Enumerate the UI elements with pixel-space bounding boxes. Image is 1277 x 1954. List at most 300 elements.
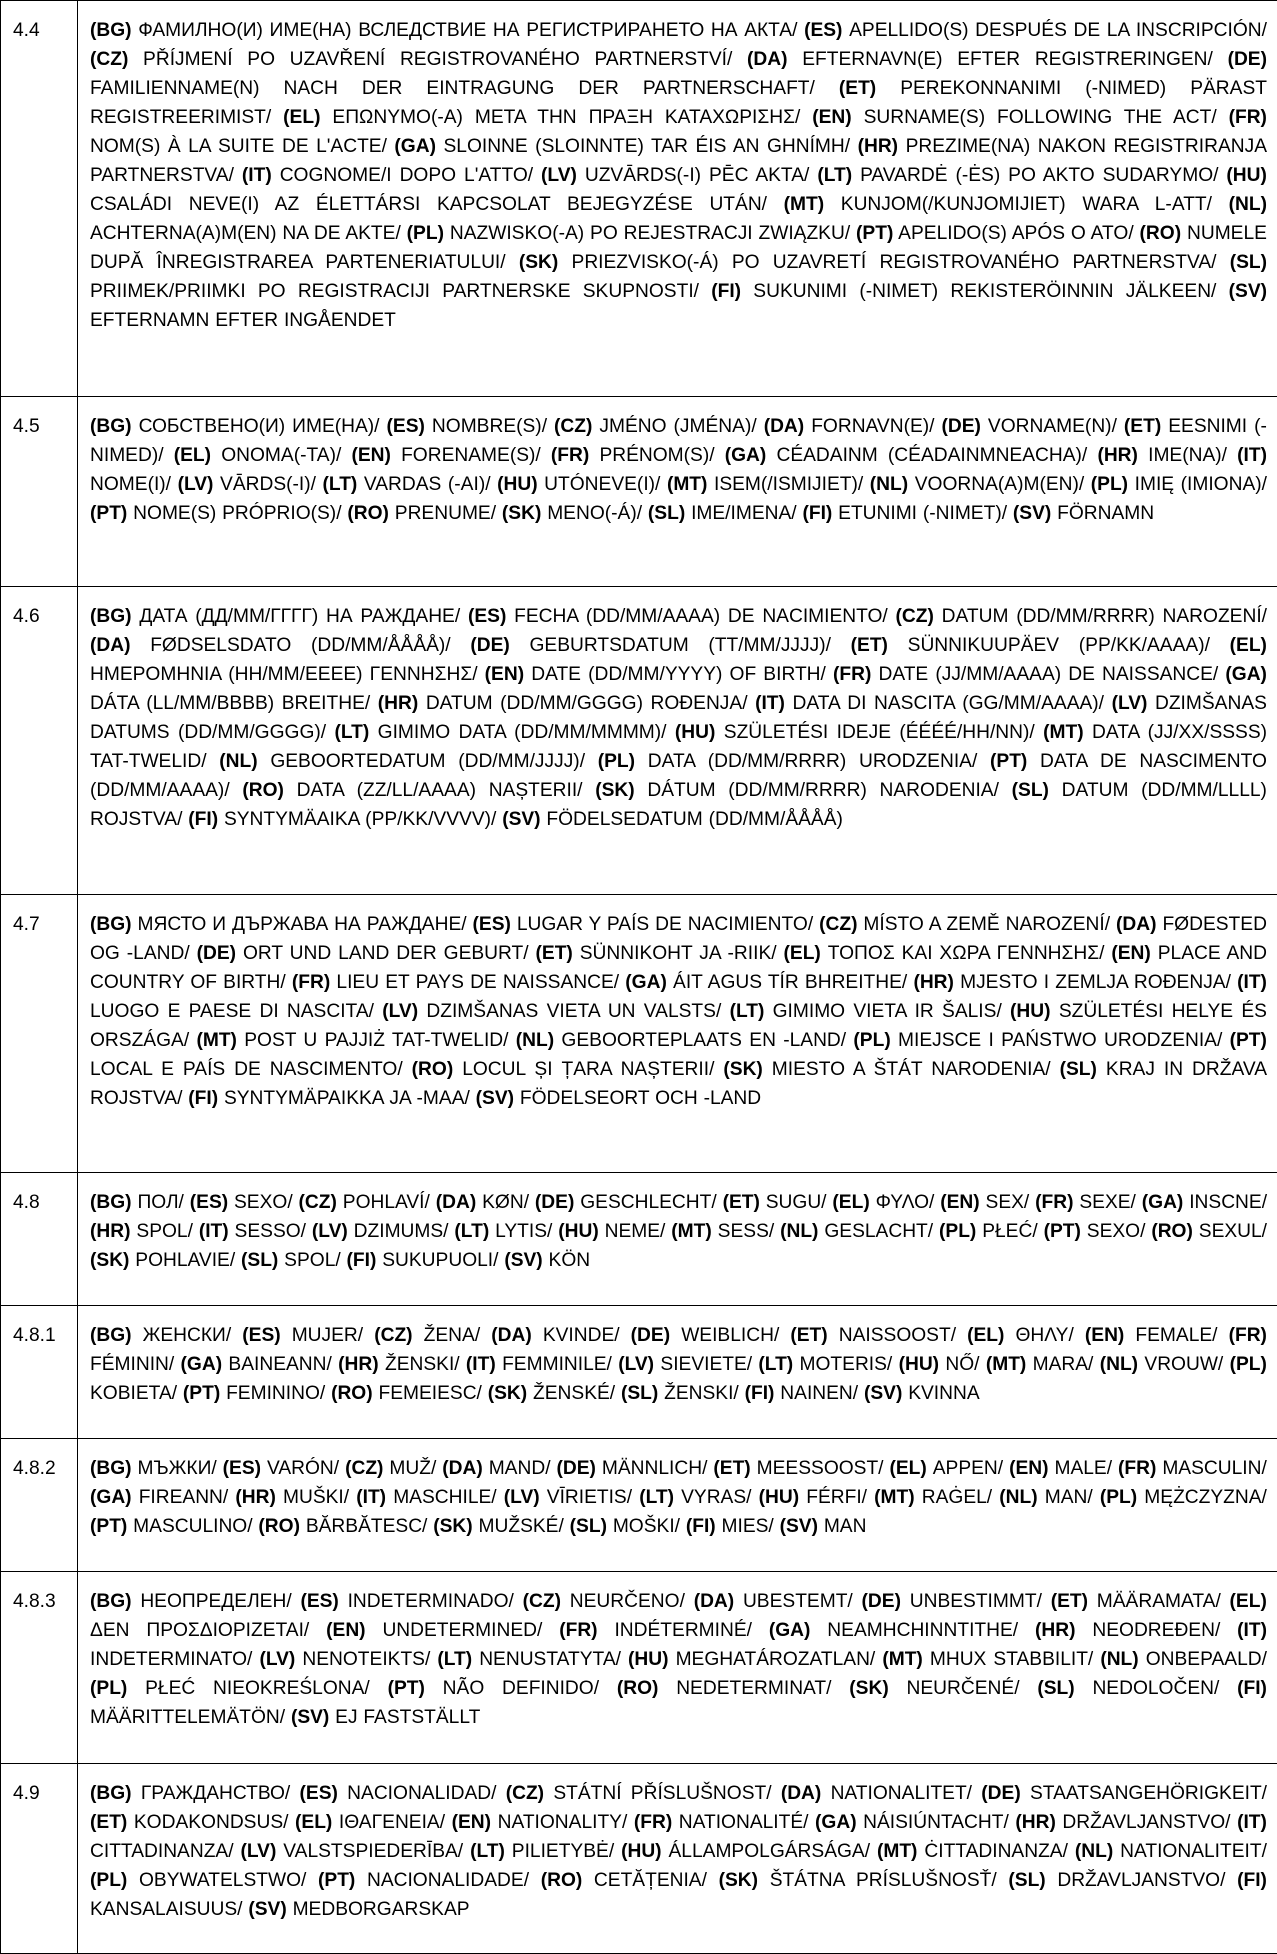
translation-text: ŽENSKI/ (664, 1383, 739, 1404)
table-row (1, 1764, 1277, 1954)
language-code: (EL) (832, 1192, 869, 1213)
language-code: (SL) (1060, 1059, 1097, 1080)
translation-segment (196, 1030, 508, 1051)
translation-text: PRIIMEK/PRIIMKI PO REGISTRACIJI PARTNERSKE SKUPNOSTI/ (90, 281, 699, 302)
language-code: (ES) (468, 606, 506, 627)
language-code: (DA) (442, 1458, 483, 1479)
translation-text: INDÉTERMINÉ/ (614, 1620, 752, 1641)
translation-segment (621, 1841, 870, 1862)
language-code: (SV) (248, 1899, 286, 1920)
language-code: (ES) (242, 1325, 280, 1346)
translation-text: COGNOME/I DOPO L'ATTO/ (280, 165, 533, 186)
translation-segment (802, 503, 1007, 524)
language-code: (SK) (723, 1059, 762, 1080)
translation-text: ĊITTADINANZA/ (924, 1841, 1068, 1862)
translation-segment (999, 1487, 1092, 1508)
language-code: (HU) (497, 474, 538, 495)
translation-text: FÖDELSEDATUM (DD/MM/ÅÅÅÅ) (546, 809, 843, 830)
language-code: (EL) (295, 1812, 332, 1833)
translation-text: ÁIT AGUS TÍR BHREITHE/ (673, 972, 907, 993)
language-code: (DE) (941, 416, 980, 437)
translation-text: PREZIME(NA) NAKON REGISTRIRANJA PARTNERSTVA/ (90, 136, 1267, 186)
language-code: (DE) (197, 943, 236, 964)
language-code: (SK) (90, 1250, 129, 1271)
language-code: (BG) (90, 1192, 132, 1213)
language-code: (ET) (723, 1192, 760, 1213)
translation-segment (877, 1841, 1068, 1862)
translation-segment (853, 1030, 1222, 1051)
language-code: (PT) (1044, 1221, 1081, 1242)
language-code: (HU) (1010, 1001, 1051, 1022)
translation-segment (90, 1870, 306, 1891)
field-translations (78, 1572, 1277, 1764)
translation-text: FORNAVN(E)/ (811, 416, 934, 437)
translation-text: DRŽAVLJANSTVO/ (1057, 1870, 1225, 1891)
language-code: (PT) (990, 751, 1027, 772)
table-row (1, 895, 1277, 1173)
translation-text: MEESSOOST/ (757, 1458, 884, 1479)
language-code: (FR) (292, 972, 330, 993)
language-code: (CZ) (554, 416, 592, 437)
language-code: (FI) (686, 1516, 716, 1537)
language-code: (PT) (90, 503, 127, 524)
translation-text: NOME(I)/ (90, 474, 171, 495)
translation-text: NŐ/ (945, 1354, 979, 1375)
translation-segment (781, 1783, 972, 1804)
translation-text: MÍSTO A ZEMĚ NAROZENÍ/ (863, 914, 1110, 935)
language-code: (NL) (1075, 1841, 1113, 1862)
language-code: (DA) (747, 49, 788, 70)
language-code: (ES) (473, 914, 511, 935)
translation-text: NEAMHCHINNTITHE/ (827, 1620, 1018, 1641)
translation-segment (90, 1516, 253, 1537)
translation-segment (351, 445, 540, 466)
translation-text: KÖN (549, 1250, 591, 1271)
translation-text: DÁTUM (DD/MM/RRRR) NARODENIA/ (647, 780, 999, 801)
translation-segment (90, 1250, 235, 1271)
language-code: (SV) (1229, 281, 1267, 302)
language-code: (LT) (730, 1001, 765, 1022)
table-row (1, 1306, 1277, 1439)
language-code: (LT) (323, 474, 358, 495)
translation-text: DATA (ZZ/LL/AAAA) NAȘTERII/ (297, 780, 583, 801)
translation-segment (764, 416, 935, 437)
translation-text: SÜNNIKOHT JA -RIIK/ (580, 943, 777, 964)
translation-segment (899, 1354, 980, 1375)
language-code: (BG) (90, 1325, 132, 1346)
translation-segment (347, 1250, 499, 1271)
translation-segment (889, 1458, 1003, 1479)
translation-text: CITTADINANZA/ (90, 1841, 234, 1862)
language-code: (HR) (858, 136, 899, 157)
translation-text: NENUSTATYTA/ (479, 1649, 621, 1670)
translation-text: LOCUL ȘI ȚARA NAȘTERII/ (462, 1059, 714, 1080)
translation-segment (356, 1487, 496, 1508)
language-code: (EN) (1111, 943, 1150, 964)
translation-text: PLACE AND COUNTRY OF BIRTH/ (90, 943, 1267, 993)
translation-text: SEXE/ (1079, 1192, 1136, 1213)
translation-segment (345, 1458, 436, 1479)
language-code: (FI) (347, 1250, 377, 1271)
language-code: (FI) (802, 503, 832, 524)
language-code: (LV) (541, 165, 577, 186)
translation-segment (758, 1354, 892, 1375)
translation-text: APELLIDO(S) DESPUÉS DE LA INSCRIPCIÓN/ (849, 20, 1267, 41)
translation-text: VROUW/ (1144, 1354, 1223, 1375)
language-code: (SL) (1037, 1678, 1074, 1699)
translation-segment (554, 416, 757, 437)
translation-segment (558, 1221, 665, 1242)
field-number: 4.8.2 (1, 1439, 78, 1572)
translation-segment (675, 722, 1035, 743)
translation-text: SYNTYMÄPAIKKA JA -MAA/ (224, 1088, 470, 1109)
language-code: (EL) (784, 943, 821, 964)
translation-segment (242, 780, 582, 801)
translation-segment (639, 1487, 751, 1508)
language-code: (PL) (598, 751, 635, 772)
translation-text: ΙΘΑΓΕΝΕΙΑ/ (339, 1812, 445, 1833)
translation-segment (378, 693, 748, 714)
translation-text: KODAKONDSUS/ (134, 1812, 289, 1833)
translation-segment (504, 1250, 590, 1271)
translation-segment (559, 1620, 752, 1641)
translation-segment (551, 445, 715, 466)
language-code: (CZ) (523, 1591, 561, 1612)
field-number: 4.8 (1, 1173, 78, 1306)
translation-text: APELIDO(S) APÓS O ATO/ (898, 223, 1134, 244)
language-code: (LV) (504, 1487, 540, 1508)
translation-text: SZÜLETÉSI IDEJE (ÉÉÉÉ/HH/NN)/ (724, 722, 1035, 743)
language-code: (SL) (648, 503, 685, 524)
translation-text: SURNAME(S) FOLLOWING THE ACT/ (864, 107, 1217, 128)
language-code: (FR) (1229, 1325, 1267, 1346)
translation-text: SESS/ (718, 1221, 775, 1242)
translation-text: UTÓNEVE(I)/ (544, 474, 660, 495)
language-code: (SK) (502, 503, 541, 524)
field-translations (78, 1173, 1277, 1306)
translation-text: NUMELE DUPĂ ÎNREGISTRAREA PARTENERIATULUI/ (90, 223, 1267, 273)
language-code: (ES) (804, 20, 842, 41)
translation-text: BAINEANN/ (228, 1354, 331, 1375)
language-code: (IT) (242, 165, 272, 186)
translation-segment (1100, 1354, 1224, 1375)
translation-text: ŽENA/ (424, 1325, 481, 1346)
language-code: (EN) (452, 1812, 491, 1833)
language-code: (PT) (1230, 1030, 1267, 1051)
translation-text: IMIĘ (IMIONA)/ (1135, 474, 1267, 495)
language-code: (SK) (595, 780, 634, 801)
language-code: (BG) (90, 914, 132, 935)
translation-text: PŁEĆ NIEOKREŚLONA/ (145, 1678, 370, 1699)
translation-text: KOBIETA/ (90, 1383, 177, 1404)
translation-text: PEREKONNANIMI (-NIMED) PÄRAST REGISTREERIMIST/ (90, 78, 1267, 128)
translation-segment (1037, 1678, 1219, 1699)
language-code: (CZ) (506, 1783, 544, 1804)
translation-segment (694, 1591, 853, 1612)
language-code: (PT) (90, 1516, 127, 1537)
translation-segment (523, 1591, 685, 1612)
translation-text: FORENAME(S)/ (401, 445, 541, 466)
translation-segment (295, 1812, 445, 1833)
language-code: (GA) (1225, 664, 1267, 685)
translation-segment (90, 606, 460, 627)
translation-segment (387, 416, 548, 437)
translation-text: INSCNE/ (1189, 1192, 1267, 1213)
translation-text: GEBOORTEPLAATS EN -LAND/ (561, 1030, 846, 1051)
translation-segment (188, 809, 496, 830)
translation-segment (1097, 445, 1227, 466)
language-code: (PL) (407, 223, 444, 244)
translation-segment (502, 809, 843, 830)
translation-text: FÉMININ/ (90, 1354, 174, 1375)
translation-text: NEURČENO/ (570, 1591, 685, 1612)
translation-text: DZIMŠANAS VIETA UN VALSTS/ (426, 1001, 721, 1022)
language-code: (LV) (1112, 693, 1148, 714)
translation-segment (90, 1783, 290, 1804)
field-translations (78, 587, 1277, 895)
translation-text: NÁISIÚNTACHT/ (863, 1812, 1009, 1833)
translation-segment (713, 1458, 883, 1479)
translation-segment (913, 972, 1231, 993)
table-row (1, 1, 1277, 397)
translation-segment (667, 474, 863, 495)
field-number: 4.5 (1, 397, 78, 587)
translation-segment (178, 474, 316, 495)
translation-text: KANSALAISUUS/ (90, 1899, 243, 1920)
translation-text: MÄÄRITTELEMÄTÖN/ (90, 1707, 285, 1728)
translation-segment (466, 1354, 612, 1375)
translation-text: FECHA (DD/MM/AAAA) DE NACIMIENTO/ (514, 606, 888, 627)
translation-segment (90, 1192, 184, 1213)
translation-segment (1100, 1649, 1267, 1670)
translation-segment (219, 751, 585, 772)
translation-segment (473, 914, 814, 935)
translation-segment (436, 1192, 529, 1213)
translation-text: MUŽ/ (389, 1458, 436, 1479)
translation-segment (541, 165, 809, 186)
language-code: (PL) (90, 1678, 127, 1699)
translation-text: POHLAVÍ/ (343, 1192, 430, 1213)
language-code: (DE) (470, 635, 509, 656)
translation-segment (519, 252, 1217, 273)
translation-text: SUKUNIMI (-NIMET) REKISTERÖINNIN JÄLKEEN/ (753, 281, 1216, 302)
translation-segment (864, 1383, 980, 1404)
translation-text: NENOTEIKTS/ (302, 1649, 430, 1670)
translation-segment (347, 503, 496, 524)
language-code: (ES) (223, 1458, 261, 1479)
translation-segment (621, 1383, 739, 1404)
translation-text: SUGU/ (766, 1192, 827, 1213)
language-code: (BG) (90, 1458, 132, 1479)
translation-text: ЖЕНСКИ/ (143, 1325, 232, 1346)
language-code: (MT) (882, 1649, 922, 1670)
language-code: (ET) (713, 1458, 750, 1479)
language-code: (LT) (639, 1487, 674, 1508)
translation-segment (747, 49, 1213, 70)
translation-segment (648, 503, 797, 524)
translation-text: KVINNA (908, 1383, 979, 1404)
language-code: (SL) (1012, 780, 1049, 801)
language-code: (FI) (745, 1383, 775, 1404)
translation-segment (242, 165, 533, 186)
language-code: (RO) (617, 1678, 659, 1699)
translation-text: GIMIMO DATA (DD/MM/MMMM)/ (378, 722, 667, 743)
language-code: (PL) (1091, 474, 1128, 495)
translation-text: MÄNNLICH/ (602, 1458, 708, 1479)
language-code: (HR) (338, 1354, 379, 1375)
translation-segment (300, 1591, 513, 1612)
language-code: (CZ) (345, 1458, 383, 1479)
translation-text: ΑΡΡΕΝ/ (933, 1458, 1003, 1479)
translation-text: SPOL/ (136, 1221, 193, 1242)
translation-text: GEBURTSDATUM (TT/MM/JJJJ)/ (529, 635, 830, 656)
translation-segment (90, 1591, 292, 1612)
translation-segment (259, 1649, 430, 1670)
translation-text: NEDETERMINAT/ (676, 1678, 831, 1699)
translation-segment (870, 474, 1084, 495)
translation-segment (318, 1870, 529, 1891)
language-code: (LV) (259, 1649, 295, 1670)
translation-segment (374, 1325, 480, 1346)
translation-segment (90, 416, 380, 437)
translation-text: INDETERMINADO/ (348, 1591, 514, 1612)
language-code: (ET) (790, 1325, 827, 1346)
translation-text: ПОЛ/ (137, 1192, 183, 1213)
translation-segment (686, 1516, 774, 1537)
language-code: (PT) (856, 223, 893, 244)
translation-text: НЕОПРЕДЕЛЕН/ (140, 1591, 291, 1612)
translation-segment (292, 972, 619, 993)
translation-segment (1100, 1487, 1267, 1508)
language-code: (GA) (769, 1620, 811, 1641)
language-code: (DA) (694, 1591, 735, 1612)
language-code: (EL) (1230, 1591, 1267, 1612)
translation-text: MUŠKI/ (283, 1487, 349, 1508)
translation-text: NATIONALITEIT/ (1120, 1841, 1267, 1862)
translation-text: NEDOLOČEN/ (1092, 1678, 1219, 1699)
translation-segment (90, 503, 342, 524)
language-code: (PT) (388, 1678, 425, 1699)
translation-text: MIES/ (722, 1516, 774, 1537)
language-code: (RO) (258, 1516, 300, 1537)
language-code: (RO) (412, 1059, 454, 1080)
translation-segment (1009, 1458, 1112, 1479)
translation-segment (506, 1783, 772, 1804)
language-code: (SL) (621, 1383, 658, 1404)
translation-text: SUKUPUOLI/ (382, 1250, 498, 1271)
translation-text: MAND/ (489, 1458, 551, 1479)
language-code: (IT) (1237, 445, 1267, 466)
translation-text: GIMIMO VIETA IR ŠALIS/ (773, 1001, 1002, 1022)
translation-text: ETUNIMI (-NIMET)/ (838, 503, 1007, 524)
language-code: (ET) (839, 78, 876, 99)
translation-text: DÁTA (LL/MM/BBBB) BREITHE/ (90, 693, 370, 714)
translation-text: MASCULIN/ (1162, 1458, 1266, 1479)
translation-text: FÖDELSEORT OCH -LAND (520, 1088, 761, 1109)
language-code: (GA) (181, 1354, 223, 1375)
translation-text: MOTERIS/ (800, 1354, 893, 1375)
translation-text: МЯСТО И ДЪРЖАВА НА РАЖДАНЕ/ (138, 914, 467, 935)
translation-segment (497, 474, 660, 495)
translation-segment (504, 1487, 632, 1508)
translation-text: ŽENSKÉ/ (533, 1383, 615, 1404)
translation-text: NOMBRE(S)/ (432, 416, 547, 437)
language-code: (BG) (90, 20, 132, 41)
translation-text: FØDESTED OG -LAND/ (90, 914, 1267, 964)
translation-text: PŘÍJMENÍ PO UZAVŘENÍ REGISTROVANÉHO PARTNERSTVÍ/ (143, 49, 732, 70)
language-code: (LT) (817, 165, 852, 186)
translation-text: OBYWATELSTWO/ (139, 1870, 306, 1891)
language-code: (ET) (536, 943, 573, 964)
translation-text: LIEU ET PAYS DE NAISSANCE/ (336, 972, 619, 993)
translation-text: CSALÁDI NEVE(I) AZ ÉLETTÁRSI KAPCSOLAT BEJEGYZÉSE UTÁN/ (90, 194, 767, 215)
translation-text: DATUM (DD/MM/RRRR) NAROZENÍ/ (942, 606, 1267, 627)
language-code: (DE) (556, 1458, 595, 1479)
translation-text: GEBOORTEDATUM (DD/MM/JJJJ)/ (270, 751, 585, 772)
translation-segment (598, 751, 978, 772)
translation-segment (454, 1221, 552, 1242)
translation-text: NATIONALITÉ/ (679, 1812, 809, 1833)
field-number: 4.6 (1, 587, 78, 895)
translation-segment (331, 1383, 482, 1404)
language-code: (CZ) (374, 1325, 412, 1346)
translation-segment (1035, 1192, 1136, 1213)
translation-segment (817, 165, 1218, 186)
translation-text: NEURČENÉ/ (907, 1678, 1020, 1699)
translation-text: ΟΝΟΜΑ(-ΤΑ)/ (221, 445, 341, 466)
translation-segment (90, 1325, 231, 1346)
language-code: (GA) (394, 136, 436, 157)
translation-segment (437, 1649, 621, 1670)
field-number: 4.7 (1, 895, 78, 1173)
translation-text: DATA DE NASCIMENTO (DD/MM/AAAA)/ (90, 751, 1267, 801)
translation-segment (625, 972, 907, 993)
translation-text: ФАМИЛНО(И) ИМЕ(НА) ВСЛЕДСТВИЕ НА РЕГИСТРИРАНЕТО НА АКТА/ (138, 20, 797, 41)
language-code: (NL) (870, 474, 908, 495)
translation-text: EESNIMI (-NIMED)/ (90, 416, 1267, 466)
language-code: (ET) (90, 1812, 127, 1833)
translation-segment (1035, 1620, 1220, 1641)
language-code: (LT) (437, 1649, 472, 1670)
translation-segment (412, 1059, 715, 1080)
translation-text: ÁLLAMPOLGÁRSÁGA/ (669, 1841, 871, 1862)
language-code: (SK) (719, 1870, 758, 1891)
translation-text: MENO(-Á)/ (547, 503, 642, 524)
translation-text: ΗΜΕΡΟΜΗΝΙΑ (ΗΗ/ΜΜ/ΕΕΕΕ) ΓΕΝΝΗΣΗΣ/ (90, 664, 478, 685)
language-code: (PL) (853, 1030, 890, 1051)
translation-segment (570, 1516, 680, 1537)
translation-text: DATE (JJ/MM/AAAA) DE NAISSANCE/ (878, 664, 1218, 685)
language-code: (BG) (90, 416, 132, 437)
language-code: (ES) (190, 1192, 228, 1213)
translation-segment (556, 1458, 707, 1479)
translation-segment (199, 1221, 306, 1242)
translation-segment (759, 1487, 867, 1508)
translation-segment (595, 780, 999, 801)
language-code: (FR) (1035, 1192, 1073, 1213)
translation-text: ŠTÁTNA PRÍSLUŠNOSŤ/ (770, 1870, 997, 1891)
language-code: (NL) (1100, 1354, 1138, 1375)
translation-text: UNDETERMINED/ (382, 1620, 542, 1641)
translation-text: UZVĀRDS(-I) PĒC AKTA/ (585, 165, 810, 186)
language-code: (FR) (1118, 1458, 1156, 1479)
translation-segment (90, 20, 797, 41)
translation-segment (745, 1383, 859, 1404)
language-code: (LT) (758, 1354, 793, 1375)
table-row (1, 1173, 1277, 1306)
language-code: (LT) (454, 1221, 489, 1242)
translation-text: CÉADAINM (CÉADAINMNEACHA)/ (776, 445, 1087, 466)
